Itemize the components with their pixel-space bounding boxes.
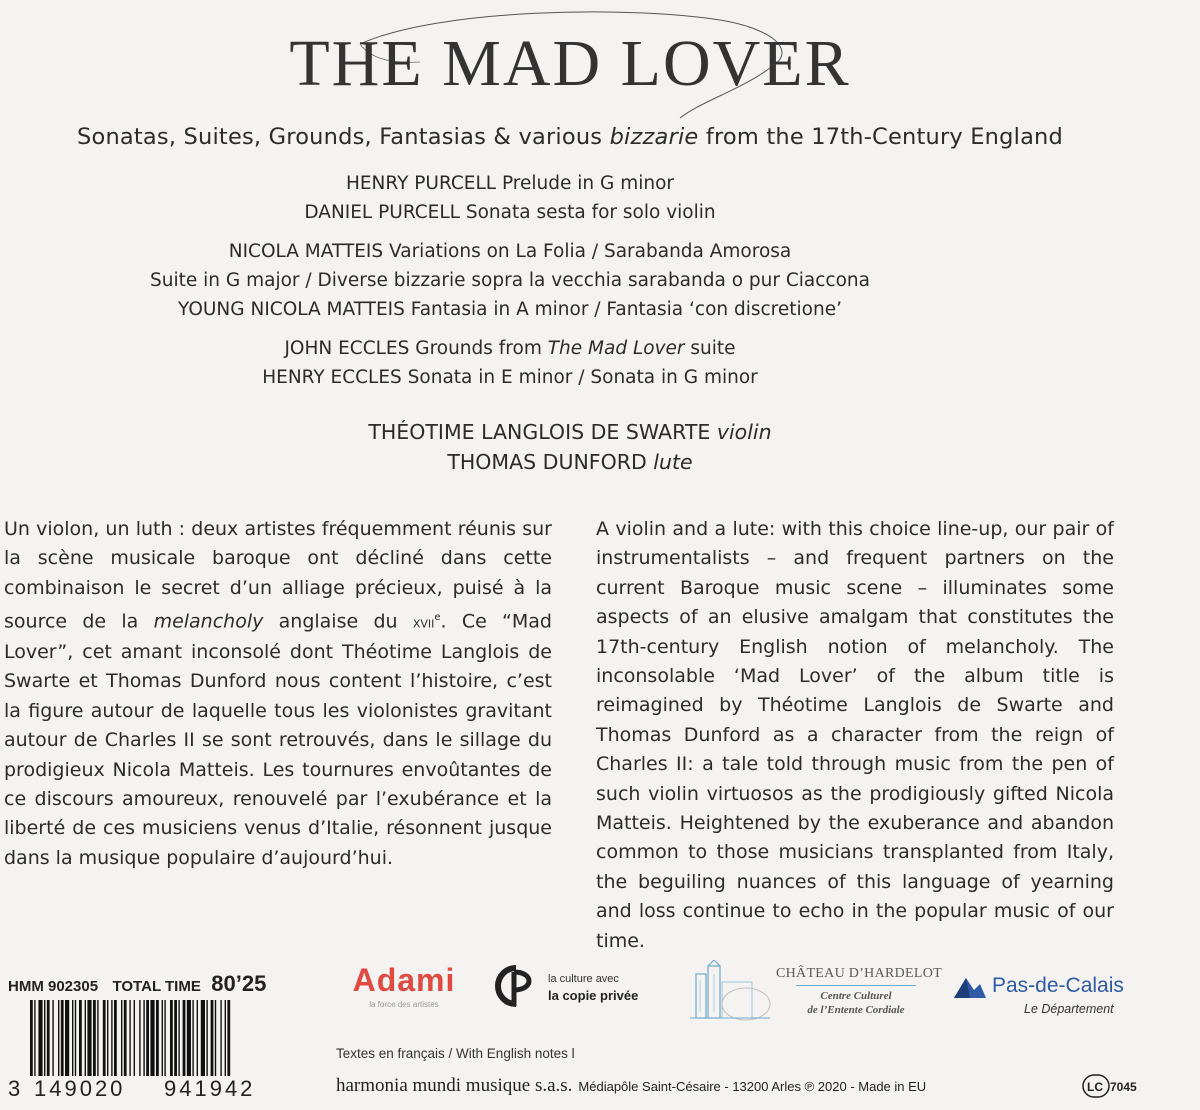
barcode-digit-group-1: 149020 <box>34 1076 126 1101</box>
barcode-bar <box>129 1000 130 1076</box>
total-time-value: 80’25 <box>211 971 267 996</box>
copie-privee-icon <box>492 962 544 1010</box>
label-address: Médiapôle Saint-Césaire - 13200 Arles ℗ 2020 - Made in EU <box>578 1079 927 1094</box>
barcode-bar <box>87 1000 91 1076</box>
barcode-bar <box>52 1000 53 1076</box>
barcode-bar <box>164 1000 165 1076</box>
program-group-purcell <box>0 169 1020 227</box>
barcode-bar <box>192 1000 193 1076</box>
barcode-bar <box>187 1000 191 1076</box>
barcode-bar <box>58 1000 59 1076</box>
barcode-bar <box>107 1000 108 1076</box>
copie-privee-line-1: la culture avec <box>548 973 619 985</box>
barcode-bar <box>201 1000 205 1076</box>
barcode-bar <box>183 1000 186 1076</box>
pas-de-calais-logo <box>952 972 1142 1020</box>
liner-text-fr-part: Un violon, un luth : deux artistes fréquemment réunis sur la scène musicale baroque ont décliné dans cette combinaison le secret d’un alliage précieux, puisé à la source de la <box>4 518 552 633</box>
subtitle-text-after: from the 17th-Century England <box>698 124 1063 150</box>
barcode-bar <box>111 1000 112 1076</box>
label-line <box>336 1075 926 1097</box>
program-text: JOHN ECCLES Grounds from <box>284 338 548 359</box>
subtitle-italic-word: bizzarie <box>609 124 699 150</box>
barcode-bar <box>143 1000 144 1076</box>
pas-de-calais-subtitle: Le Département <box>1024 1002 1114 1016</box>
program-line: HENRY ECCLES Sonata in E minor / Sonata in G minor <box>262 367 758 388</box>
century-superscript: e <box>434 612 441 624</box>
copie-privee-line-2: la copie privée <box>548 988 639 1003</box>
barcode-bar <box>162 1000 163 1076</box>
barcode-bar <box>215 1000 216 1076</box>
hardelot-name: CHÂTEAU D’HARDELOT <box>776 966 942 981</box>
barcode <box>8 1000 298 1100</box>
barcode-digit-first: 3 <box>8 1076 21 1101</box>
barcode-bar <box>174 1000 177 1076</box>
hardelot-divider <box>796 985 916 986</box>
program-italic-title: The Mad Lover <box>547 338 685 359</box>
program-line: HENRY PURCELL Prelude in G minor <box>345 173 675 194</box>
label-code-badge <box>1082 1074 1146 1098</box>
liner-text-fr-part: . Ce “Mad Lover”, cet amant inconsolé dont Théotime Langlois de Swarte et Thomas Dunford nous content l’histoire, c’est la figure autour de laquelle tous les violonistes gravitant autour de Charles II se sont retrouvés, dans le sillage du prodigieux Nicola Matteis. Les tournures envoûtantes de ce discours amoureux, renouvelé par l’exubérance et la liberté de ces musiciens venus d’Italie, résonnent jusque dans la musique populaire d’aujourd’hui. <box>4 610 552 869</box>
label-name: harmonia mundi musique s.a.s. <box>336 1075 573 1096</box>
barcode-bar <box>72 1000 73 1076</box>
performer-line <box>0 447 1140 477</box>
barcode-bars <box>8 1000 298 1076</box>
album-title: THE MAD LOVER <box>289 27 851 100</box>
program-line <box>0 334 1020 363</box>
barcode-bar <box>178 1000 179 1076</box>
barcode-bar <box>121 1000 122 1076</box>
barcode-bar <box>124 1000 127 1076</box>
liner-text-english: A violin and a lute: with this choice line-up, our pair of instrumentalists – and frequent partners on the current Baroque music scene – illuminates some aspects of an elusive amalgam that constitutes the 17th-century English notion of melancholy. The inconsolable ‘Mad Lover’ of the album title is reimagined by Théotime Langlois de Swarte and Thomas Dunford as a character from the reign of Charles II: a tale told through music from the pen of such violin virtuosos as the prodigiously gifted Nicola Matteis. Heightened by the exuberance and abandon common to those musicians transplanted from Italy, the beguiling nuances of this language of yearning and loss continue to echo in the popular music of our time. <box>596 518 1114 952</box>
barcode-bar <box>44 1000 45 1076</box>
program-line: YOUNG NICOLA MATTEIS Fantasia in A minor / Fantasia ‘con discretione’ <box>178 299 842 320</box>
hardelot-line-2: de l’Entente Cordiale <box>807 1004 905 1016</box>
adami-logo-text: Adami <box>352 962 456 998</box>
copie-privee-logo <box>492 962 662 1010</box>
performer-line <box>0 417 1140 447</box>
adami-logo-tagline: la force des artistes <box>369 1000 439 1009</box>
chateau-hardelot-logo <box>686 960 942 1024</box>
adami-logo <box>344 956 464 1014</box>
barcode-bar <box>220 1000 221 1076</box>
barcode-bar <box>139 1000 140 1076</box>
catalog-number: HMM 902305 <box>8 978 99 995</box>
barcode-bar <box>30 1000 33 1076</box>
barcode-bar <box>93 1000 96 1076</box>
liner-text-fr-italic: melancholy <box>153 610 264 633</box>
program-line: DANIEL PURCELL Sonata sesta for solo violin <box>304 202 716 223</box>
barcode-bar <box>114 1000 117 1076</box>
album-subtitle <box>0 124 1140 150</box>
program-line: NICOLA MATTEIS Variations on La Folia / Sarabanda Amorosa <box>228 241 792 262</box>
century-numeral: xvii <box>412 613 435 632</box>
barcode-bar <box>85 1000 86 1076</box>
barcode-bar <box>170 1000 173 1076</box>
pas-de-calais-name: Pas-de-Calais <box>992 974 1124 997</box>
barcode-digit-group-2: 941942 <box>164 1076 256 1101</box>
catalog-info <box>8 971 266 997</box>
liner-text-french <box>4 515 552 873</box>
program-line: Suite in G major / Diverse bizzarie sopra la vecchia sarabanda o pur Ciaccona <box>150 270 870 291</box>
hardelot-line-1: Centre Culturel <box>820 990 892 1002</box>
barcode-bar <box>197 1000 198 1076</box>
subtitle-text-before: Sonatas, Suites, Grounds, Fantasias & various <box>77 124 610 150</box>
performer-instrument: lute <box>653 450 693 474</box>
barcode-bar <box>225 1000 226 1076</box>
barcode-bar <box>227 1000 230 1076</box>
performers <box>0 417 1140 477</box>
barcode-bar <box>38 1000 42 1076</box>
lc-icon <box>1082 1074 1146 1098</box>
barcode-bar <box>206 1000 207 1076</box>
barcode-digits <box>8 1076 298 1102</box>
barcode-bar <box>146 1000 149 1076</box>
program-text: suite <box>684 338 736 359</box>
performer-name: THOMAS DUNFORD <box>447 450 647 474</box>
program-group-matteis <box>0 237 1020 324</box>
barcode-bar <box>103 1000 106 1076</box>
total-time-label: TOTAL TIME <box>112 978 201 995</box>
barcode-bar <box>47 1000 50 1076</box>
performer-instrument: violin <box>716 420 772 444</box>
barcode-bar <box>156 1000 159 1076</box>
performer-name: THÉOTIME LANGLOIS DE SWARTE <box>368 420 711 444</box>
barcode-bar <box>34 1000 35 1076</box>
barcode-bar <box>134 1000 135 1076</box>
barcode-bar <box>75 1000 76 1076</box>
barcode-bar <box>150 1000 154 1076</box>
castle-icon <box>686 960 774 1024</box>
barcode-bar <box>211 1000 214 1076</box>
program-group-eccles <box>0 334 1020 392</box>
barcode-bar <box>97 1000 98 1076</box>
barcode-bar <box>61 1000 64 1076</box>
liner-text-fr-part: anglaise du <box>263 610 413 633</box>
svg-text:LC: LC <box>1087 1080 1103 1094</box>
barcode-bar <box>79 1000 82 1076</box>
language-note: Textes en français / With English notes l <box>336 1046 575 1061</box>
barcode-bar <box>65 1000 69 1076</box>
pas-de-calais-icon <box>952 972 988 1002</box>
svg-text:7045: 7045 <box>1110 1080 1137 1094</box>
